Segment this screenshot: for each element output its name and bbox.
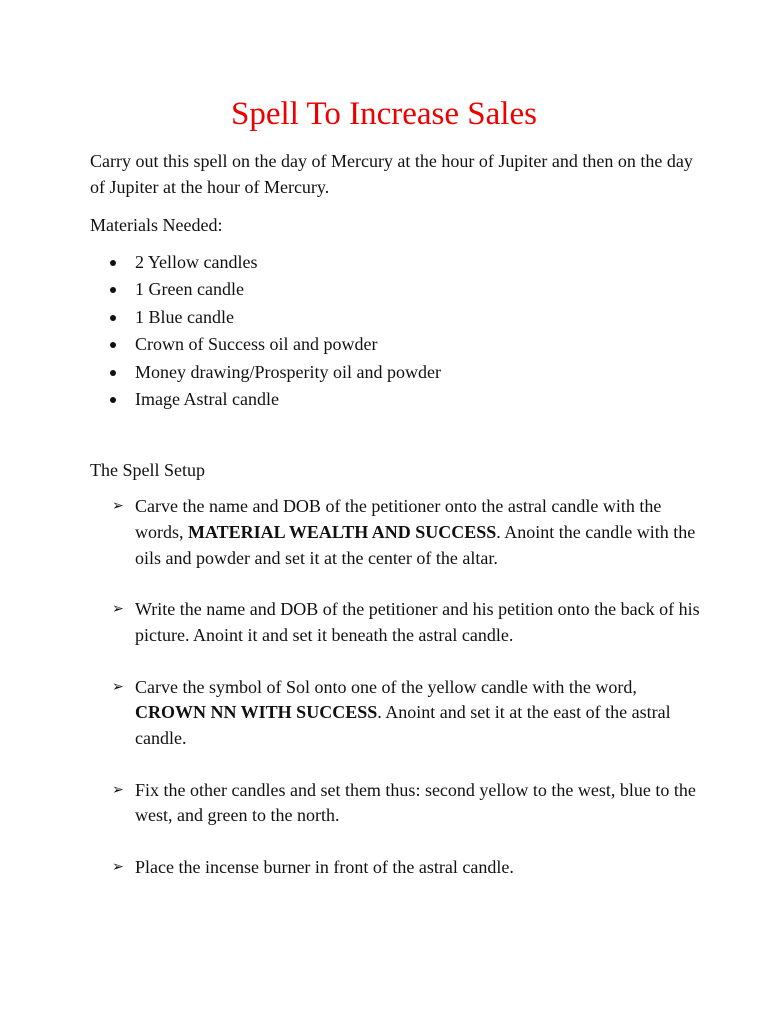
- step-item: [90, 855, 708, 881]
- materials-item-text: Image Astral candle: [135, 389, 279, 410]
- materials-item-text: Crown of Success oil and powder: [135, 334, 378, 355]
- arrow-bullet-icon: ➢: [112, 498, 124, 515]
- materials-list-item: [90, 249, 708, 276]
- materials-list-item: [90, 304, 708, 331]
- materials-list: [90, 249, 708, 413]
- arrow-bullet-icon: ➢: [112, 601, 124, 618]
- arrow-bullet-icon: ➢: [112, 781, 124, 798]
- bullet-icon: [110, 397, 116, 403]
- step-text: Fix the other candles and set them thus: second yellow to the west, blue to the west, and green to the north.: [135, 779, 696, 826]
- bullet-icon: [110, 315, 116, 321]
- step-text-continued: . Anoint the candle with the oils and powder and set it at the center of the altar.: [135, 522, 696, 569]
- materials-list-item: [90, 359, 708, 386]
- step-emphasis: MATERIAL WEALTH AND SUCCESS: [188, 522, 497, 543]
- step-text: Carve the symbol of Sol onto one of the yellow candle with the word,: [135, 676, 637, 697]
- setup-heading: The Spell Setup: [90, 460, 205, 481]
- bullet-icon: [110, 260, 116, 266]
- materials-list-item: [90, 331, 708, 358]
- bullet-icon: [110, 342, 116, 348]
- bullet-icon: [110, 370, 116, 376]
- arrow-bullet-icon: ➢: [112, 858, 124, 875]
- step-text-continued: . Anoint and set it at the east of the astral candle.: [135, 702, 671, 749]
- step-emphasis: CROWN NN WITH SUCCESS: [135, 702, 378, 723]
- bullet-icon: [110, 287, 116, 293]
- materials-heading: Materials Needed:: [90, 215, 223, 235]
- step-item: [90, 597, 708, 649]
- step-item: [90, 494, 708, 571]
- step-text: Carve the name and DOB of the petitioner onto the astral candle with the words,: [135, 496, 662, 543]
- step-text: Place the incense burner in front of the astral candle.: [135, 856, 514, 877]
- materials-item-text: Money drawing/Prosperity oil and powder: [135, 361, 441, 382]
- arrow-bullet-icon: ➢: [112, 678, 124, 695]
- materials-item-text: 1 Blue candle: [135, 306, 234, 327]
- steps-list: [90, 494, 708, 880]
- materials-item-text: 2 Yellow candles: [135, 252, 258, 272]
- page-title: Spell To Increase Sales: [231, 96, 537, 132]
- materials-list-item: [90, 276, 708, 303]
- materials-list-item: [90, 386, 708, 413]
- step-text: Write the name and DOB of the petitioner and his petition onto the back of his picture. Anoint it and set it beneath the astral candle.: [135, 599, 700, 646]
- intro-paragraph: Carry out this spell on the day of Mercury at the hour of Jupiter and then on the day of Jupiter at the hour of Mercury.: [90, 151, 693, 197]
- step-item: [90, 778, 708, 830]
- step-item: [90, 675, 708, 752]
- materials-item-text: 1 Green candle: [135, 279, 244, 300]
